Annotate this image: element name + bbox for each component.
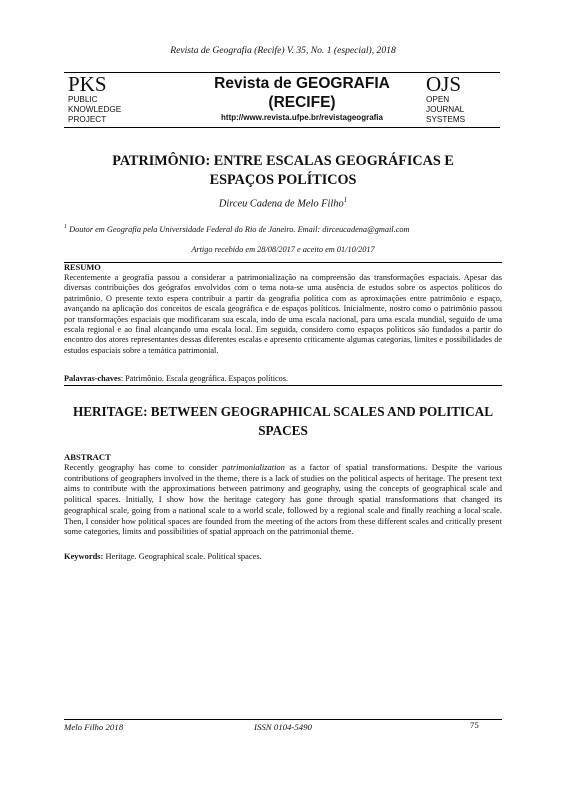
- running-head: Revista de Geografia (Recife) V. 35, No. 1 (especial), 2018: [170, 45, 396, 56]
- abstract-bottom-rule: [64, 385, 502, 386]
- journal-title-block: [184, 72, 420, 124]
- keywords-english: [64, 551, 502, 561]
- keywords-label: Palavras-chaves: [64, 374, 121, 383]
- pks-line: KNOWLEDGE: [68, 105, 122, 114]
- title-line: HERITAGE: BETWEEN GEOGRAPHICAL SCALES AND POLITICAL: [72, 404, 493, 419]
- journal-title: Revista de GEOGRAFIA: [214, 75, 390, 92]
- footer-author-year: Melo Filho 2018: [64, 722, 124, 732]
- abstract-text: [64, 462, 502, 537]
- ojs-line: JOURNAL: [426, 105, 465, 114]
- abstract-italic-term: patrimonialization: [222, 462, 285, 472]
- footer-issn: ISSN 0104-5490: [254, 722, 312, 732]
- pks-logo: [68, 73, 168, 125]
- abstract-text-rest: as a factor of spatial transformations. Despite the various contributions of geographers involved in the theme, there is a lack of studies on the political aspects of heritage. The present text aims to contribute with the approximations between patrimony and geography, using the concepts of geographical scale and political spaces. Initially, I show how the heritage category has gone through spatial transformations that changed its geographical scale, going from a national scale to a world scale, followed by a regional scale and finally reaching a local scale. Then, I consider how political spaces are founded from the meeting of the actors from these different scales and critically present some categories, limits and possibilities of spatial approach on the patrimonial theme.: [64, 462, 502, 537]
- article-title-english: [64, 403, 502, 440]
- pks-logo-title: PKS: [68, 72, 107, 96]
- pks-line: PUBLIC: [68, 95, 98, 104]
- keywords-label: Keywords:: [64, 551, 104, 561]
- author-affiliation: [64, 224, 502, 234]
- received-dates: Artigo recebido em 28/08/2017 e aceito em 01/10/2017: [191, 245, 375, 254]
- keywords-portuguese: [64, 374, 502, 384]
- keywords-text: Heritage. Geographical scale. Political spaces.: [103, 551, 262, 561]
- journal-subtitle: (RECIFE): [268, 94, 336, 111]
- affiliation-footnote-mark: 1: [64, 224, 67, 230]
- resumo-heading: RESUMO: [64, 263, 101, 272]
- ojs-line: SYSTEMS: [426, 115, 466, 124]
- pks-line: PROJECT: [68, 115, 107, 124]
- journal-url: http://www.revista.ufpe.br/revistageografia: [221, 113, 383, 122]
- abstract-text-start: Recently geography has come to consider: [64, 462, 223, 472]
- ojs-logo-title: OJS: [426, 72, 462, 96]
- affiliation-text: Doutor em Geografia pela Universidade Federal do Rio de Janeiro. Email: dirceucadena@gmail.com: [69, 224, 410, 234]
- page-number: 75: [470, 720, 479, 730]
- masthead-bottom-rule: [64, 127, 500, 128]
- author-text: Dirceu Cadena de Melo Filho: [218, 198, 344, 210]
- author-name: [0, 196, 566, 209]
- title-line: SPACES: [258, 422, 308, 438]
- title-line: ESPAÇOS POLÍTICOS: [209, 171, 357, 188]
- ojs-logo: [426, 73, 506, 125]
- abstract-heading: ABSTRACT: [64, 452, 111, 462]
- footer-rule: [64, 719, 502, 720]
- author-footnote-mark: 1: [343, 196, 348, 204]
- resumo-text: Recentemente a geografia passou a considerar a patrimonialização na compreensão das transformações espaciais. Apesar das diversas contribuições dos geógrafos envolvidos com o tema nota-se uma ausência de estudos sobre os aspectos políticos do patrimônio. O presente texto espera contribuir a partir da geografia política com as aproximações entre patrimônio e espaço, avançando na aplicação dos conceitos de escala geográfica e de espaços políticos. Inicialmente, nostro como o patrimônio passou por transformações espaciais que modificaram sua escala, indo de uma escala nacional, para uma escala mundial, seguido de uma escala regional e ao final alcançando uma escala local. Em seguida, considero como espaços políticos são fundados a partir do encontro dos atores representantes dessas diferentes escalas e apresento criticamente algumas categorias, limites e possibilidades de estudos espaciais sobre a temática patrimonial.: [64, 273, 502, 355]
- article-title-portuguese: [64, 152, 502, 189]
- title-line: PATRIMÔNIO: ENTRE ESCALAS GEOGRÁFICAS E: [112, 153, 454, 169]
- journal-masthead: [64, 72, 500, 128]
- abstract-top-rule: [64, 262, 502, 263]
- keywords-text: : Patrimônio. Escala geográfica. Espaços políticos.: [120, 374, 289, 383]
- ojs-line: OPEN: [426, 95, 450, 104]
